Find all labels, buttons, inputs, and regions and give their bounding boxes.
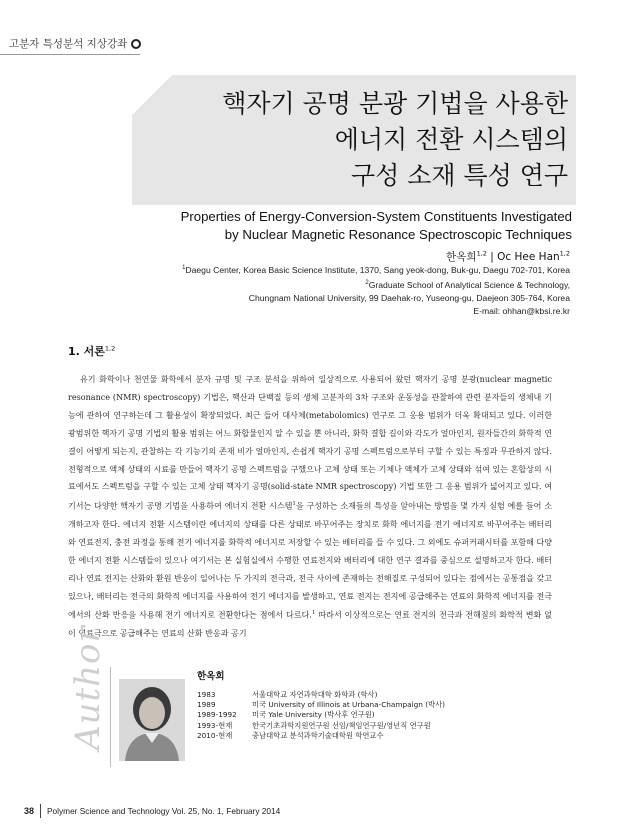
journal-citation: Polymer Science and Technology Vol. 25, No. 1, February 2014 [47,806,281,816]
author-email: E-mail: ohhan@kbsi.re.kr [473,305,570,316]
bio-row [197,700,445,710]
bio-text: 충남대학교 분석과학기술대학원 학연교수 [252,730,384,740]
author-sup: 1,2 [559,249,570,258]
body-text-part: 을 구성하는 소재들의 특성을 알아내는 방법을 몇 가지 실험 예를 들어 소개하고자 한다. 에너지 전환 시스템이란 에너지의 상태를 다른 상태로 바꾸어주는 장치로 화학 에너지를 전기 에너지로 바꾸어주는 배터리와 연료전지, 충전 과정을 통해 전기 에너지를 화학적 에너지로 저장할 수 있는 배터리를 들 수 있다. 그 외에도 슈퍼커패시터를 포함해 다양한 에너지 전환 시스템들이 있으나 여기서는 본 실험실에서 수행한 연료전지와 배터리에 대한 연구 결과를 중심으로 설명하고자 한다. 배터리나 연료 전지는 산화와 환원 반응이 일어나는 두 가지의 전극과, 전극 사이에 존재하는 전해질로 구성되어 있다는 점에서는 공통점을 갖고 있으나, 배터리는 전극의 화학적 에너지를 사용하여 전기 에너지를 발생하고, 연료 전지는 전지에 공급해주는 연료의 화학적 에너지를 전극에서의 산화 반응을 사용해 전기 에너지로 전환한다는 점에서 다르다. [68,502,552,621]
author-photo [119,679,185,761]
affiliation-line [90,305,570,318]
section-title: 1. 서론 [68,345,105,358]
bio-text: 미국 University of Illinois at Urbana-Champaign (박사) [252,700,445,710]
page-number: 38 [24,806,35,816]
author-box-name: 한옥희 [197,671,225,682]
affiliation-line [90,262,570,277]
bio-row [197,690,445,700]
title-korean-line: 구성 소재 특성 연구 [350,161,568,190]
citation-sup: 1 [311,610,316,617]
bio-year: 1989 [197,700,216,710]
circle-icon [131,39,141,49]
section-sup: 1,2 [104,344,116,353]
body-text-part: 따라서 이상적으로는 연료 전지의 전극과 전해질의 화학적 변화 없이 연료극으로 공급해주는 연료의 산화 반응과 공기 [68,611,552,639]
header-divider [0,54,140,55]
title-english-line: by Nuclear Magnetic Resonance Spectroscopic Techniques [224,227,572,242]
bio-year: 1989-1992 [197,710,237,720]
author-divider [110,667,111,767]
bio-text: 서울대학교 자연과학대학 화학과 (학사) [252,690,378,699]
title-english-line: Properties of Energy-Conversion-System Constituents Investigated [180,209,572,224]
title-korean-line: 핵자기 공명 분광 기법을 사용한 [222,89,568,118]
series-header [9,36,141,51]
affiliation-sup: 2 [365,279,369,286]
affiliation-text: Chungnam National University, 99 Daehak-ro, Yuseong-gu, Daejeon 305-764, Korea [248,292,570,303]
bio-row [197,721,445,731]
bio-row [197,710,445,720]
bio-text: 한국기초과학지원연구원 선임/책임연구원/영년직 연구원 [252,720,431,730]
bio-year: 2010-현재 [197,730,233,740]
author-name-en: Oc Hee Han [497,251,560,263]
author-sup: 1,2 [476,249,487,258]
bio-year: 1983 [197,690,216,699]
affiliation-text: Graduate School of Analytical Science & Technology, [368,279,570,290]
affiliation-text: Daegu Center, Korea Basic Science Institute, 1370, Sang yeok-dong, Buk-gu, Daegu 702-701, Korea [185,264,570,275]
series-title: 고분자 특성분석 지상강좌 [9,38,128,50]
title-korean [138,86,568,194]
title-korean-line: 에너지 전환 시스템의 [334,125,568,154]
affiliations [90,262,570,318]
bio-year: 1993-현재 [197,720,233,730]
author-bio [197,690,445,741]
author-section-label: Author [68,625,108,750]
footer-divider [40,804,41,818]
author-separator: | [490,251,494,263]
affiliation-line [90,277,570,292]
author-name-ko: 한옥희 [446,251,477,263]
section-heading [68,343,115,359]
portrait-image [119,679,185,761]
bio-text: 미국 Yale University (박사후 연구원) [252,710,375,720]
body-paragraph [68,371,552,643]
page-footer [24,804,280,818]
citation-sup: 1 [292,501,296,508]
bio-row [197,731,445,741]
body-text-part: 유기 화학이나 천연물 화학에서 분자 규명 및 구조 분석을 위하여 일상적으로 사용되어 왔던 핵자기 공명 분광(nuclear magnetic resonance (NMR) spectroscopy) 기법은, 핵산과 단백질 등의 생체 고분자의 3차 구조와 운동성을 관찰하여 관련 분자들의 생체내 기능에 관하여 연구하는데 그 활용성이 확장되었다. 최근 들어 대사체(metabolomics) 연구로 그 응용 범위가 더욱 확대되고 있다. 이러한 광범위한 핵자기 공명 기법의 활용 범위는 어느 화합물인지 알 수 있을 뿐 아니라, 화학 결합 길이와 각도가 얼마인지, 원자들간의 화학적 연결이 어떻게 되는지, 관찰하는 각 기능기의 존재 비가 얼마인지, 손쉽게 핵자기 공명 스펙트럼으로부터 구할 수 있는 특징과 무관하지 않다. 전형적으로 액체 상태의 시료를 만들어 핵자기 공명 스펙트럼을 구했으나 고체 상태 또는 기체나 액체가 고체 상태와 섞여 있는 혼합상의 시료에서도 스펙트럼을 구할 수 있는 고체 상태 핵자기 공명(solid-state NMR spectroscopy) 기법 또한 그 응용 범위가 넓어지고 있다. 여기서는 다양한 핵자기 공명 기법을 사용하여 에너지 전환 시스템 [68,375,552,512]
affiliation-line [90,292,570,305]
title-english [102,208,572,244]
affiliation-sup: 1 [182,265,186,271]
